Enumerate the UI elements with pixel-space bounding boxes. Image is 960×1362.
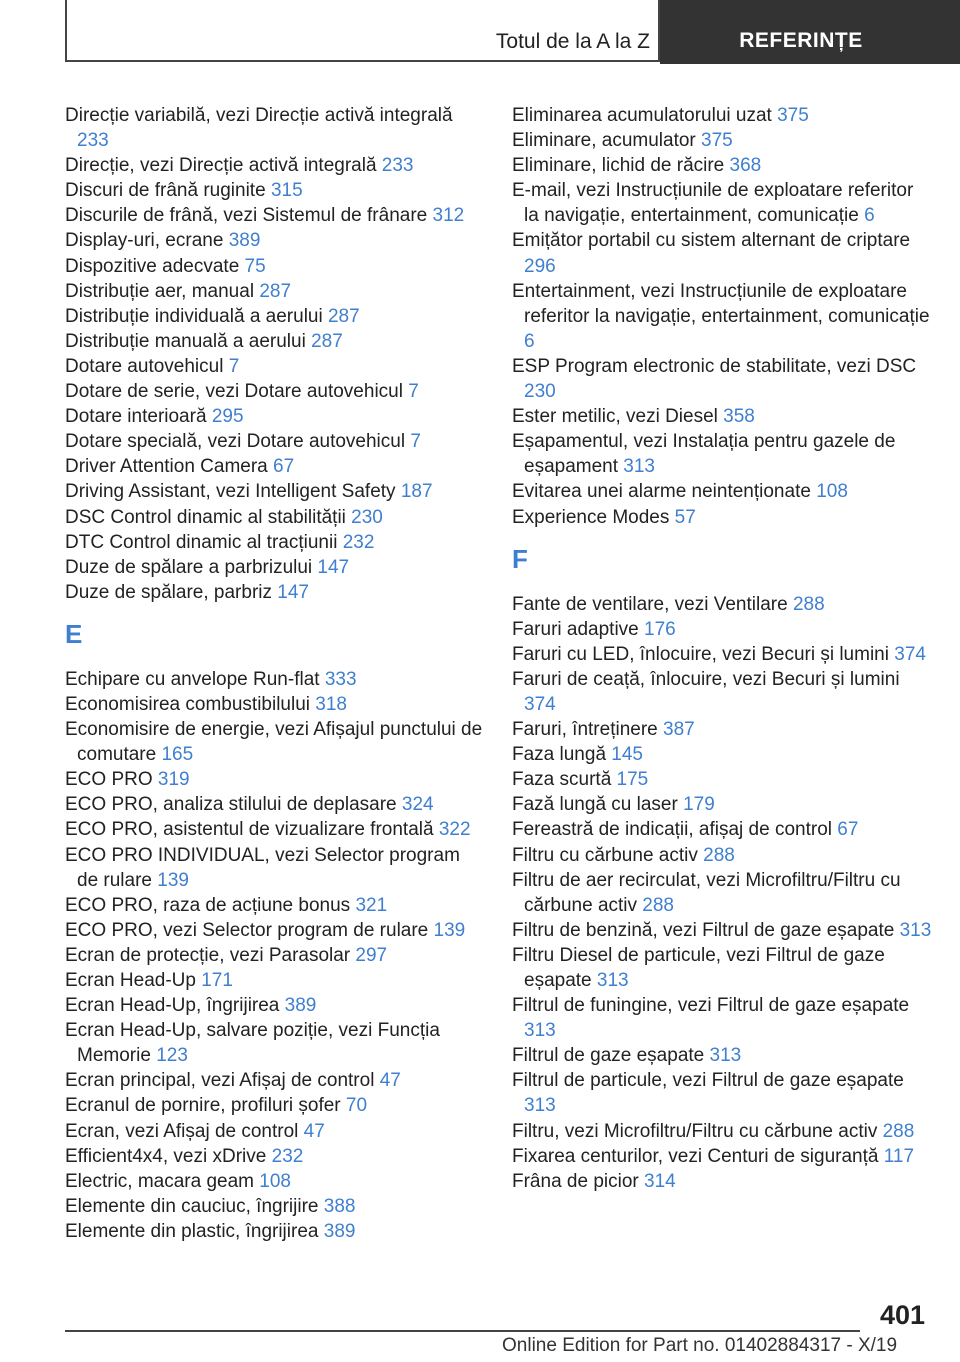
- index-entry-text: Direcție variabilă, vezi Direcție activă integrală: [65, 105, 453, 126]
- header-tab[interactable]: [660, 0, 960, 64]
- index-entry: [65, 1119, 485, 1144]
- index-entry-text: Economisire de energie, vezi Afișajul punctului de comutare: [65, 719, 483, 766]
- index-entry-text: Filtru de aer recirculat, vezi Microfiltru/Filtru cu cărbune activ: [512, 869, 901, 916]
- index-entry-text: ECO PRO, asistentul de vizualizare frontală: [65, 819, 434, 841]
- index-entry-text: Display-uri, ecrane: [65, 230, 224, 252]
- index-entry-text: Driver Attention Camera: [65, 456, 268, 478]
- index-entry: [65, 943, 485, 968]
- index-entry: [512, 767, 932, 792]
- page-reference-link[interactable]: 288: [882, 1120, 915, 1142]
- header-tab-label: REFERINȚE: [739, 29, 863, 52]
- index-entry: [65, 1018, 485, 1068]
- index-entry-text: Eliminare, lichid de răcire: [512, 155, 725, 177]
- index-entry: [65, 580, 485, 605]
- index-entry: [512, 153, 932, 178]
- index-entry-text: Ecranul de pornire, profiluri șofer: [65, 1095, 341, 1117]
- page-reference-link[interactable]: 313: [709, 1045, 742, 1067]
- page-reference-link[interactable]: 287: [259, 280, 292, 302]
- page-reference-link[interactable]: 389: [323, 1220, 356, 1242]
- index-entry: [65, 717, 485, 767]
- index-entry-text: Direcție, vezi Direcție activă integrală: [65, 155, 377, 177]
- page-reference-link[interactable]: 67: [837, 819, 859, 841]
- index-entry: [512, 918, 932, 943]
- index-entry-text: Discuri de frână ruginite: [65, 180, 266, 202]
- section-title: Totul de la A la Z: [495, 30, 650, 53]
- index-entry-text: Fereastră de indicații, afișaj de control: [512, 819, 832, 841]
- index-column-right: [512, 103, 932, 1194]
- page-reference-link[interactable]: 374: [524, 693, 556, 715]
- index-entry-text: Faruri adaptive: [512, 618, 639, 640]
- index-entry-text: Ecran, vezi Afișaj de control: [65, 1120, 299, 1142]
- index-entry-text: Experience Modes: [512, 506, 670, 528]
- page-reference-link[interactable]: 145: [611, 744, 643, 766]
- index-entry: [65, 918, 485, 943]
- page-reference-link[interactable]: 117: [883, 1145, 915, 1167]
- index-entry: [512, 993, 932, 1043]
- index-entry: [512, 178, 932, 228]
- page-reference-link[interactable]: 67: [273, 456, 295, 478]
- page-reference-link[interactable]: 315: [270, 180, 303, 202]
- index-entry-text: Fixarea centurilor, vezi Centuri de siguranță: [512, 1145, 879, 1167]
- index-entry-text: ESP Program electronic de stabilitate, vezi DSC: [512, 355, 917, 377]
- page-reference-link[interactable]: 368: [729, 155, 762, 177]
- index-entry-text: Ecran Head-Up, îngrijirea: [65, 995, 280, 1017]
- index-entry: [512, 817, 932, 842]
- index-entry-text: Dotare specială, vezi Dotare autovehicul: [65, 431, 406, 453]
- index-entry: [65, 1219, 485, 1244]
- page-reference-link[interactable]: 165: [161, 744, 194, 766]
- index-entry: [65, 1093, 485, 1118]
- index-entry-text: Ester metilic, vezi Diesel: [512, 406, 718, 428]
- index-entry-text: DSC Control dinamic al stabilității: [65, 506, 346, 528]
- page-reference-link[interactable]: 230: [351, 506, 383, 528]
- index-entry-text: Duze de spălare, parbriz: [65, 581, 272, 603]
- index-entry: [65, 993, 485, 1018]
- page-reference-link[interactable]: 374: [894, 643, 926, 665]
- index-entry: [65, 530, 485, 555]
- index-entry-text: Ecran Head-Up: [65, 970, 196, 991]
- index-entry-text: Dotare de serie, vezi Dotare autovehicul: [65, 381, 403, 403]
- page-reference-link[interactable]: 139: [157, 869, 189, 891]
- page-reference-link[interactable]: 6: [864, 205, 875, 227]
- page-reference-link[interactable]: 75: [244, 255, 266, 277]
- index-entry: [512, 1119, 932, 1144]
- page-reference-link[interactable]: 7: [408, 381, 419, 403]
- index-entry: [65, 505, 485, 530]
- index-entry-text: Ecran de protecție, vezi Parasolar: [65, 944, 351, 966]
- page-reference-link[interactable]: 171: [201, 970, 233, 991]
- page-reference-link[interactable]: 324: [401, 794, 434, 816]
- index-entry: [65, 479, 485, 504]
- index-entry-text: Ecran principal, vezi Afișaj de control: [65, 1070, 375, 1092]
- index-entry: [65, 178, 485, 203]
- page-reference-link[interactable]: 288: [642, 894, 674, 916]
- page-reference-link[interactable]: 233: [77, 130, 109, 152]
- index-entry: [65, 429, 485, 454]
- index-entry-text: DTC Control dinamic al tracțiunii: [65, 531, 338, 553]
- page-reference-link[interactable]: 6: [524, 330, 535, 352]
- index-entry: [512, 1144, 932, 1169]
- page-reference-link[interactable]: 333: [324, 668, 357, 690]
- page-reference-link[interactable]: 70: [345, 1095, 368, 1117]
- index-entry: [512, 279, 932, 354]
- page-reference-link[interactable]: 230: [524, 381, 556, 403]
- index-entry: [65, 555, 485, 580]
- index-entry-text: ECO PRO, vezi Selector program de rulare: [65, 919, 429, 941]
- page-reference-link[interactable]: 232: [271, 1145, 304, 1167]
- index-entry: [65, 454, 485, 479]
- index-entry: [512, 792, 932, 817]
- page-reference-link[interactable]: 387: [663, 719, 695, 741]
- index-entry: [65, 692, 485, 717]
- index-entry-text: ECO PRO: [65, 769, 153, 791]
- page-reference-link[interactable]: 147: [317, 556, 350, 578]
- page-reference-link[interactable]: 318: [315, 693, 347, 715]
- page-reference-link[interactable]: 313: [899, 919, 932, 941]
- page-reference-link[interactable]: 232: [342, 531, 375, 553]
- index-entry: [65, 228, 485, 253]
- page-reference-link[interactable]: 296: [524, 255, 556, 277]
- index-entry: [65, 304, 485, 329]
- page-reference-link[interactable]: 108: [816, 481, 848, 503]
- index-entry: [65, 103, 485, 153]
- index-entry-text: Faza lungă: [512, 744, 607, 766]
- index-entry: [65, 792, 485, 817]
- index-entry: [65, 404, 485, 429]
- index-entry: [512, 1068, 932, 1118]
- index-entry: [512, 505, 932, 530]
- page-reference-link[interactable]: 319: [157, 769, 190, 791]
- index-entry: [512, 667, 932, 717]
- index-entry-text: Distribuție individuală a aerului: [65, 305, 323, 327]
- index-entry: [512, 479, 932, 504]
- page-reference-link[interactable]: 313: [524, 1095, 556, 1117]
- page-reference-link[interactable]: 297: [355, 944, 388, 966]
- index-entry-text: Distribuție manuală a aerului: [65, 330, 306, 352]
- index-entry-text: Filtru, vezi Microfiltru/Filtru cu cărbune activ: [512, 1120, 878, 1142]
- index-entry: [512, 742, 932, 767]
- index-entry-text: Filtrul de gaze eșapate: [512, 1045, 705, 1067]
- page-reference-link[interactable]: 108: [259, 1170, 291, 1192]
- page-reference-link[interactable]: 321: [355, 894, 388, 916]
- index-entry-text: Distribuție aer, manual: [65, 280, 255, 302]
- index-entry-text: Faruri, întreținere: [512, 719, 658, 741]
- index-entry-text: ECO PRO, analiza stilului de deplasare: [65, 794, 397, 816]
- index-entry: [65, 1194, 485, 1219]
- index-entry: [65, 329, 485, 354]
- index-entry-text: Fază lungă cu laser: [512, 794, 678, 816]
- page-reference-link[interactable]: 7: [410, 431, 421, 453]
- page-reference-link[interactable]: 389: [228, 230, 261, 252]
- index-entry: [512, 1043, 932, 1068]
- index-entry-text: Filtru Diesel de particule, vezi Filtrul de gaze eșapate: [512, 944, 885, 991]
- page-reference-link[interactable]: 147: [277, 581, 309, 603]
- index-entry-text: Economisirea combustibilului: [65, 693, 310, 715]
- page-reference-link[interactable]: 295: [211, 406, 244, 428]
- index-entry-text: Eliminare, acumulator: [512, 130, 696, 152]
- index-entry: [512, 128, 932, 153]
- index-entry-text: Electric, macara geam: [65, 1170, 255, 1192]
- index-column-left: [65, 103, 485, 1244]
- page-reference-link[interactable]: 287: [311, 330, 343, 352]
- index-entry-text: Fante de ventilare, vezi Ventilare: [512, 593, 788, 615]
- index-entry-text: Filtrul de funingine, vezi Filtrul de gaze eșapate: [512, 995, 910, 1017]
- index-entry-text: Filtru cu cărbune activ: [512, 844, 698, 866]
- page-reference-link[interactable]: 233: [381, 155, 414, 177]
- index-entry: [65, 968, 485, 993]
- index-entry: [65, 1144, 485, 1169]
- index-entry-text: Efficient4x4, vezi xDrive: [65, 1145, 267, 1167]
- index-entry: [512, 1169, 932, 1194]
- page-reference-link[interactable]: 288: [792, 593, 825, 615]
- page-reference-link[interactable]: 47: [303, 1120, 325, 1142]
- index-entry-text: Frâna de picior: [512, 1170, 639, 1192]
- page-reference-link[interactable]: 312: [432, 205, 465, 227]
- index-entry: [65, 1169, 485, 1194]
- index-entry-text: Eșapamentul, vezi Instalația pentru gazele de eșapament: [512, 431, 896, 478]
- index-entry-text: Faruri cu LED, înlocuire, vezi Becuri și lumini: [512, 643, 889, 665]
- index-entry: [512, 943, 932, 993]
- index-entry: [65, 153, 485, 178]
- index-entry: [65, 1068, 485, 1093]
- index-entry-text: Emițător portabil cu sistem alternant de criptare: [512, 230, 911, 252]
- index-entry: [512, 354, 932, 404]
- index-entry-text: Ecran Head-Up, salvare poziție, vezi Funcția Memorie: [65, 1020, 440, 1067]
- index-entry-text: Elemente din cauciuc, îngrijire: [65, 1195, 319, 1217]
- page-reference-link[interactable]: 313: [596, 970, 629, 991]
- index-entry: [65, 893, 485, 918]
- page-reference-link[interactable]: 288: [703, 844, 735, 866]
- index-entry-text: E-mail, vezi Instrucțiunile de exploatare referitor la navigație, entertainment, comunicație: [512, 180, 914, 227]
- index-entry: [512, 717, 932, 742]
- page-reference-link[interactable]: 314: [644, 1170, 676, 1192]
- page-reference-link[interactable]: 388: [323, 1195, 356, 1217]
- index-entry: [65, 279, 485, 304]
- index-entry-text: Dotare interioară: [65, 406, 207, 428]
- index-entry-text: Filtru de benzină, vezi Filtrul de gaze eșapate: [512, 919, 895, 941]
- page-reference-link[interactable]: 389: [284, 995, 317, 1017]
- index-entry-text: Dotare autovehicul: [65, 355, 224, 377]
- index-entry: [512, 617, 932, 642]
- page-number: 401: [879, 1300, 925, 1330]
- index-entry-text: Evitarea unei alarme neintenționate: [512, 481, 811, 503]
- index-entry: [65, 254, 485, 279]
- index-entry: [65, 354, 485, 379]
- index-entry: [512, 228, 932, 278]
- index-entry-text: Discurile de frână, vezi Sistemul de frânare: [65, 205, 428, 227]
- footer-divider: [65, 1330, 860, 1332]
- index-entry: [512, 843, 932, 868]
- index-entry: [512, 642, 932, 667]
- page-reference-link[interactable]: 313: [623, 456, 655, 478]
- page-reference-link[interactable]: 176: [644, 618, 676, 640]
- index-entry-text: Eliminarea acumulatorului uzat: [512, 105, 772, 126]
- index-entry: [65, 843, 485, 893]
- page-reference-link[interactable]: 313: [524, 1020, 556, 1042]
- index-entry-text: ECO PRO, raza de acțiune bonus: [65, 894, 351, 916]
- index-entry-text: Dispozitive adecvate: [65, 255, 240, 277]
- index-entry: [65, 203, 485, 228]
- index-letter-heading: E: [65, 618, 83, 649]
- page-reference-link[interactable]: 358: [723, 406, 755, 428]
- page-reference-link[interactable]: 375: [701, 130, 733, 152]
- footer-edition: Online Edition for Part no. 01402884317 - X/19: [502, 1335, 898, 1356]
- index-entry-text: Faza scurtă: [512, 769, 612, 791]
- page-reference-link[interactable]: 322: [438, 819, 471, 841]
- index-entry-text: Driving Assistant, vezi Intelligent Safety: [65, 481, 396, 503]
- page-reference-link[interactable]: 175: [616, 769, 649, 791]
- index-entry: [65, 379, 485, 404]
- page-reference-link[interactable]: 7: [228, 355, 240, 377]
- index-entry: [512, 592, 932, 617]
- index-letter-heading: F: [512, 543, 528, 574]
- page-reference-link[interactable]: 139: [433, 919, 466, 941]
- index-entry-text: Filtrul de particule, vezi Filtrul de gaze eșapate: [512, 1070, 904, 1092]
- index-entry: [512, 404, 932, 429]
- index-entry: [512, 103, 932, 128]
- index-entry-text: Faruri de ceață, înlocuire, vezi Becuri și lumini: [512, 668, 900, 690]
- index-entry: [512, 429, 932, 479]
- index-entry: [65, 667, 485, 692]
- index-entry-text: Entertainment, vezi Instrucțiunile de exploatare referitor la navigație, entertainment, comunicație: [512, 280, 930, 327]
- index-entry-text: Echipare cu anvelope Run-flat: [65, 668, 320, 690]
- page-reference-link[interactable]: 375: [777, 105, 809, 126]
- index-entry: [65, 767, 485, 792]
- index-entry-text: Elemente din plastic, îngrijirea: [65, 1220, 319, 1242]
- index-entry-text: Duze de spălare a parbrizului: [65, 556, 313, 578]
- page-reference-link[interactable]: 179: [683, 794, 715, 816]
- index-entry-text: ECO PRO INDIVIDUAL, vezi Selector program de rulare: [65, 844, 460, 891]
- page-reference-link[interactable]: 287: [327, 305, 360, 327]
- index-entry: [65, 817, 485, 842]
- page-reference-link[interactable]: 57: [674, 506, 696, 528]
- index-entry: [512, 868, 932, 918]
- page-reference-link[interactable]: 47: [379, 1070, 401, 1092]
- page-reference-link[interactable]: 187: [400, 481, 433, 503]
- page-reference-link[interactable]: 123: [156, 1045, 188, 1067]
